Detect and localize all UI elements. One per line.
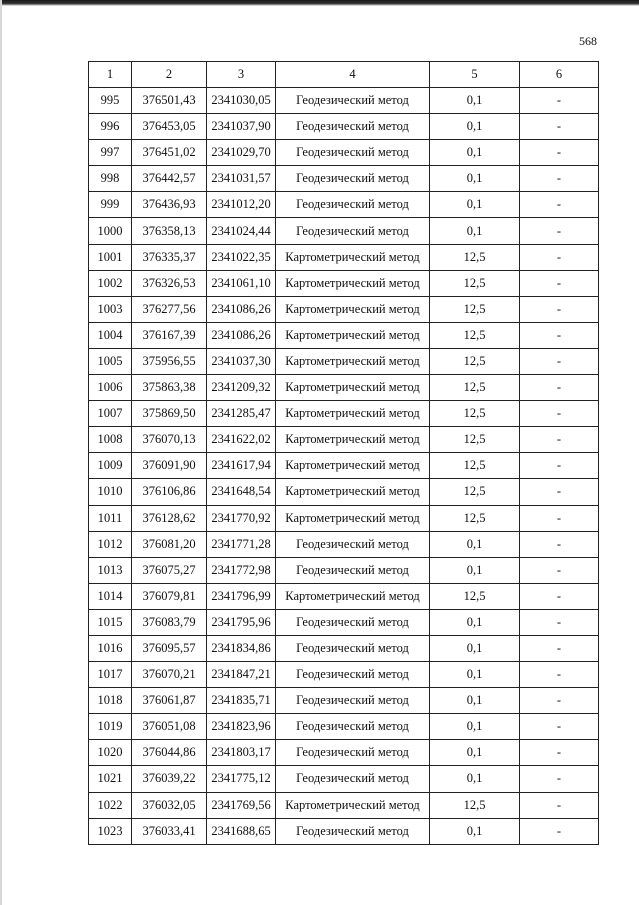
- point-number-cell: 1017: [89, 662, 132, 688]
- method-cell: Геодезический метод: [276, 218, 430, 244]
- method-cell: Геодезический метод: [276, 766, 430, 792]
- note-cell: -: [520, 401, 599, 427]
- y-coordinate-cell: 2341012,20: [207, 192, 276, 218]
- point-number-cell: 997: [89, 140, 132, 166]
- accuracy-cell: 0,1: [430, 218, 520, 244]
- table-row: [89, 270, 599, 296]
- method-cell: Картометрический метод: [276, 427, 430, 453]
- accuracy-cell: 0,1: [430, 635, 520, 661]
- y-coordinate-cell: 2341688,65: [207, 818, 276, 844]
- note-cell: -: [520, 792, 599, 818]
- scan-edge-top: [0, 0, 639, 6]
- y-coordinate-cell: 2341024,44: [207, 218, 276, 244]
- note-cell: -: [520, 114, 599, 140]
- accuracy-cell: 12,5: [430, 479, 520, 505]
- y-coordinate-cell: 2341031,57: [207, 166, 276, 192]
- coordinates-table: [88, 61, 599, 845]
- note-cell: -: [520, 688, 599, 714]
- note-cell: -: [520, 635, 599, 661]
- y-coordinate-cell: 2341209,32: [207, 375, 276, 401]
- note-cell: -: [520, 583, 599, 609]
- accuracy-cell: 0,1: [430, 557, 520, 583]
- point-number-cell: 1008: [89, 427, 132, 453]
- table-row: [89, 635, 599, 661]
- note-cell: -: [520, 479, 599, 505]
- note-cell: -: [520, 88, 599, 114]
- x-coordinate-cell: 376128,62: [132, 505, 207, 531]
- y-coordinate-cell: 2341648,54: [207, 479, 276, 505]
- y-coordinate-cell: 2341086,26: [207, 322, 276, 348]
- table-row: [89, 218, 599, 244]
- point-number-cell: 1003: [89, 296, 132, 322]
- y-coordinate-cell: 2341617,94: [207, 453, 276, 479]
- x-coordinate-cell: 376044,86: [132, 740, 207, 766]
- x-coordinate-cell: 375956,55: [132, 348, 207, 374]
- point-number-cell: 1004: [89, 322, 132, 348]
- y-coordinate-cell: 2341803,17: [207, 740, 276, 766]
- table-row: [89, 557, 599, 583]
- accuracy-cell: 12,5: [430, 453, 520, 479]
- table-row: [89, 583, 599, 609]
- y-coordinate-cell: 2341775,12: [207, 766, 276, 792]
- point-number-cell: 1021: [89, 766, 132, 792]
- header-cell-6: 6: [520, 62, 599, 88]
- accuracy-cell: 0,1: [430, 688, 520, 714]
- table-row: [89, 114, 599, 140]
- point-number-cell: 1010: [89, 479, 132, 505]
- y-coordinate-cell: 2341030,05: [207, 88, 276, 114]
- accuracy-cell: 12,5: [430, 270, 520, 296]
- note-cell: -: [520, 609, 599, 635]
- x-coordinate-cell: 376453,05: [132, 114, 207, 140]
- x-coordinate-cell: 375863,38: [132, 375, 207, 401]
- note-cell: -: [520, 140, 599, 166]
- point-number-cell: 1011: [89, 505, 132, 531]
- y-coordinate-cell: 2341037,90: [207, 114, 276, 140]
- x-coordinate-cell: 376083,79: [132, 609, 207, 635]
- method-cell: Картометрический метод: [276, 322, 430, 348]
- table-row: [89, 505, 599, 531]
- header-cell-1: 1: [89, 62, 132, 88]
- x-coordinate-cell: 376061,87: [132, 688, 207, 714]
- point-number-cell: 1022: [89, 792, 132, 818]
- point-number-cell: 1012: [89, 531, 132, 557]
- y-coordinate-cell: 2341622,02: [207, 427, 276, 453]
- method-cell: Геодезический метод: [276, 114, 430, 140]
- method-cell: Картометрический метод: [276, 375, 430, 401]
- x-coordinate-cell: 376277,56: [132, 296, 207, 322]
- x-coordinate-cell: 376442,57: [132, 166, 207, 192]
- note-cell: -: [520, 505, 599, 531]
- y-coordinate-cell: 2341086,26: [207, 296, 276, 322]
- note-cell: -: [520, 375, 599, 401]
- point-number-cell: 1006: [89, 375, 132, 401]
- method-cell: Картометрический метод: [276, 453, 430, 479]
- x-coordinate-cell: 376501,43: [132, 88, 207, 114]
- x-coordinate-cell: 376033,41: [132, 818, 207, 844]
- table-row: [89, 140, 599, 166]
- x-coordinate-cell: 376451,02: [132, 140, 207, 166]
- x-coordinate-cell: 376335,37: [132, 244, 207, 270]
- method-cell: Геодезический метод: [276, 740, 430, 766]
- x-coordinate-cell: 376070,21: [132, 662, 207, 688]
- y-coordinate-cell: 2341823,96: [207, 714, 276, 740]
- accuracy-cell: 0,1: [430, 609, 520, 635]
- header-cell-2: 2: [132, 62, 207, 88]
- method-cell: Картометрический метод: [276, 296, 430, 322]
- point-number-cell: 1005: [89, 348, 132, 374]
- note-cell: -: [520, 818, 599, 844]
- method-cell: Геодезический метод: [276, 557, 430, 583]
- point-number-cell: 996: [89, 114, 132, 140]
- x-coordinate-cell: 376079,81: [132, 583, 207, 609]
- y-coordinate-cell: 2341795,96: [207, 609, 276, 635]
- note-cell: -: [520, 192, 599, 218]
- y-coordinate-cell: 2341061,10: [207, 270, 276, 296]
- x-coordinate-cell: 376051,08: [132, 714, 207, 740]
- table-row: [89, 766, 599, 792]
- x-coordinate-cell: 376081,20: [132, 531, 207, 557]
- accuracy-cell: 12,5: [430, 322, 520, 348]
- point-number-cell: 1018: [89, 688, 132, 714]
- point-number-cell: 1023: [89, 818, 132, 844]
- point-number-cell: 1015: [89, 609, 132, 635]
- x-coordinate-cell: 376070,13: [132, 427, 207, 453]
- header-cell-5: 5: [430, 62, 520, 88]
- accuracy-cell: 0,1: [430, 114, 520, 140]
- y-coordinate-cell: 2341771,28: [207, 531, 276, 557]
- method-cell: Геодезический метод: [276, 688, 430, 714]
- accuracy-cell: 12,5: [430, 427, 520, 453]
- method-cell: Геодезический метод: [276, 140, 430, 166]
- x-coordinate-cell: 376358,13: [132, 218, 207, 244]
- point-number-cell: 1019: [89, 714, 132, 740]
- point-number-cell: 998: [89, 166, 132, 192]
- table-row: [89, 88, 599, 114]
- table-row: [89, 322, 599, 348]
- accuracy-cell: 0,1: [430, 662, 520, 688]
- method-cell: Геодезический метод: [276, 635, 430, 661]
- table-row: [89, 662, 599, 688]
- point-number-cell: 999: [89, 192, 132, 218]
- note-cell: -: [520, 714, 599, 740]
- method-cell: Геодезический метод: [276, 714, 430, 740]
- accuracy-cell: 12,5: [430, 244, 520, 270]
- note-cell: -: [520, 557, 599, 583]
- method-cell: Картометрический метод: [276, 348, 430, 374]
- point-number-cell: 1000: [89, 218, 132, 244]
- note-cell: -: [520, 166, 599, 192]
- table-row: [89, 375, 599, 401]
- point-number-cell: 1016: [89, 635, 132, 661]
- accuracy-cell: 0,1: [430, 140, 520, 166]
- table-row: [89, 479, 599, 505]
- y-coordinate-cell: 2341769,56: [207, 792, 276, 818]
- point-number-cell: 1020: [89, 740, 132, 766]
- accuracy-cell: 0,1: [430, 192, 520, 218]
- table-row: [89, 348, 599, 374]
- page-number: 568: [579, 34, 597, 48]
- table-row: [89, 714, 599, 740]
- method-cell: Геодезический метод: [276, 192, 430, 218]
- table-row: [89, 609, 599, 635]
- accuracy-cell: 12,5: [430, 348, 520, 374]
- point-number-cell: 1001: [89, 244, 132, 270]
- y-coordinate-cell: 2341029,70: [207, 140, 276, 166]
- note-cell: -: [520, 322, 599, 348]
- point-number-cell: 995: [89, 88, 132, 114]
- note-cell: -: [520, 348, 599, 374]
- note-cell: -: [520, 531, 599, 557]
- note-cell: -: [520, 270, 599, 296]
- y-coordinate-cell: 2341847,21: [207, 662, 276, 688]
- accuracy-cell: 0,1: [430, 740, 520, 766]
- point-number-cell: 1007: [89, 401, 132, 427]
- table-row: [89, 427, 599, 453]
- table-row: [89, 740, 599, 766]
- table-row: [89, 818, 599, 844]
- accuracy-cell: 12,5: [430, 583, 520, 609]
- method-cell: Картометрический метод: [276, 792, 430, 818]
- table-row: [89, 531, 599, 557]
- accuracy-cell: 12,5: [430, 401, 520, 427]
- method-cell: Картометрический метод: [276, 505, 430, 531]
- x-coordinate-cell: 376167,39: [132, 322, 207, 348]
- accuracy-cell: 12,5: [430, 792, 520, 818]
- note-cell: -: [520, 453, 599, 479]
- x-coordinate-cell: 376075,27: [132, 557, 207, 583]
- method-cell: Геодезический метод: [276, 531, 430, 557]
- table-row: [89, 244, 599, 270]
- method-cell: Картометрический метод: [276, 479, 430, 505]
- note-cell: -: [520, 766, 599, 792]
- y-coordinate-cell: 2341796,99: [207, 583, 276, 609]
- note-cell: -: [520, 218, 599, 244]
- accuracy-cell: 0,1: [430, 166, 520, 192]
- note-cell: -: [520, 427, 599, 453]
- x-coordinate-cell: 376039,22: [132, 766, 207, 792]
- x-coordinate-cell: 376326,53: [132, 270, 207, 296]
- point-number-cell: 1002: [89, 270, 132, 296]
- x-coordinate-cell: 376436,93: [132, 192, 207, 218]
- note-cell: -: [520, 296, 599, 322]
- note-cell: -: [520, 662, 599, 688]
- header-cell-4: 4: [276, 62, 430, 88]
- note-cell: -: [520, 740, 599, 766]
- point-number-cell: 1013: [89, 557, 132, 583]
- table-header-row: [89, 62, 599, 88]
- table-row: [89, 401, 599, 427]
- accuracy-cell: 0,1: [430, 766, 520, 792]
- y-coordinate-cell: 2341022,35: [207, 244, 276, 270]
- y-coordinate-cell: 2341037,30: [207, 348, 276, 374]
- table-row: [89, 192, 599, 218]
- table-row: [89, 166, 599, 192]
- method-cell: Геодезический метод: [276, 818, 430, 844]
- accuracy-cell: 0,1: [430, 531, 520, 557]
- x-coordinate-cell: 376091,90: [132, 453, 207, 479]
- y-coordinate-cell: 2341770,92: [207, 505, 276, 531]
- x-coordinate-cell: 376106,86: [132, 479, 207, 505]
- coordinates-table-body: [89, 62, 599, 845]
- header-cell-3: 3: [207, 62, 276, 88]
- method-cell: Картометрический метод: [276, 583, 430, 609]
- x-coordinate-cell: 375869,50: [132, 401, 207, 427]
- accuracy-cell: 0,1: [430, 818, 520, 844]
- method-cell: Картометрический метод: [276, 401, 430, 427]
- table-row: [89, 792, 599, 818]
- y-coordinate-cell: 2341834,86: [207, 635, 276, 661]
- method-cell: Картометрический метод: [276, 270, 430, 296]
- accuracy-cell: 0,1: [430, 714, 520, 740]
- accuracy-cell: 12,5: [430, 375, 520, 401]
- x-coordinate-cell: 376032,05: [132, 792, 207, 818]
- method-cell: Геодезический метод: [276, 88, 430, 114]
- y-coordinate-cell: 2341772,98: [207, 557, 276, 583]
- table-row: [89, 688, 599, 714]
- method-cell: Геодезический метод: [276, 609, 430, 635]
- table-row: [89, 453, 599, 479]
- accuracy-cell: 0,1: [430, 88, 520, 114]
- point-number-cell: 1014: [89, 583, 132, 609]
- accuracy-cell: 12,5: [430, 296, 520, 322]
- note-cell: -: [520, 244, 599, 270]
- scan-edge-left: [0, 0, 2, 905]
- table-row: [89, 296, 599, 322]
- method-cell: Геодезический метод: [276, 662, 430, 688]
- point-number-cell: 1009: [89, 453, 132, 479]
- accuracy-cell: 12,5: [430, 505, 520, 531]
- y-coordinate-cell: 2341285,47: [207, 401, 276, 427]
- method-cell: Картометрический метод: [276, 244, 430, 270]
- method-cell: Геодезический метод: [276, 166, 430, 192]
- x-coordinate-cell: 376095,57: [132, 635, 207, 661]
- y-coordinate-cell: 2341835,71: [207, 688, 276, 714]
